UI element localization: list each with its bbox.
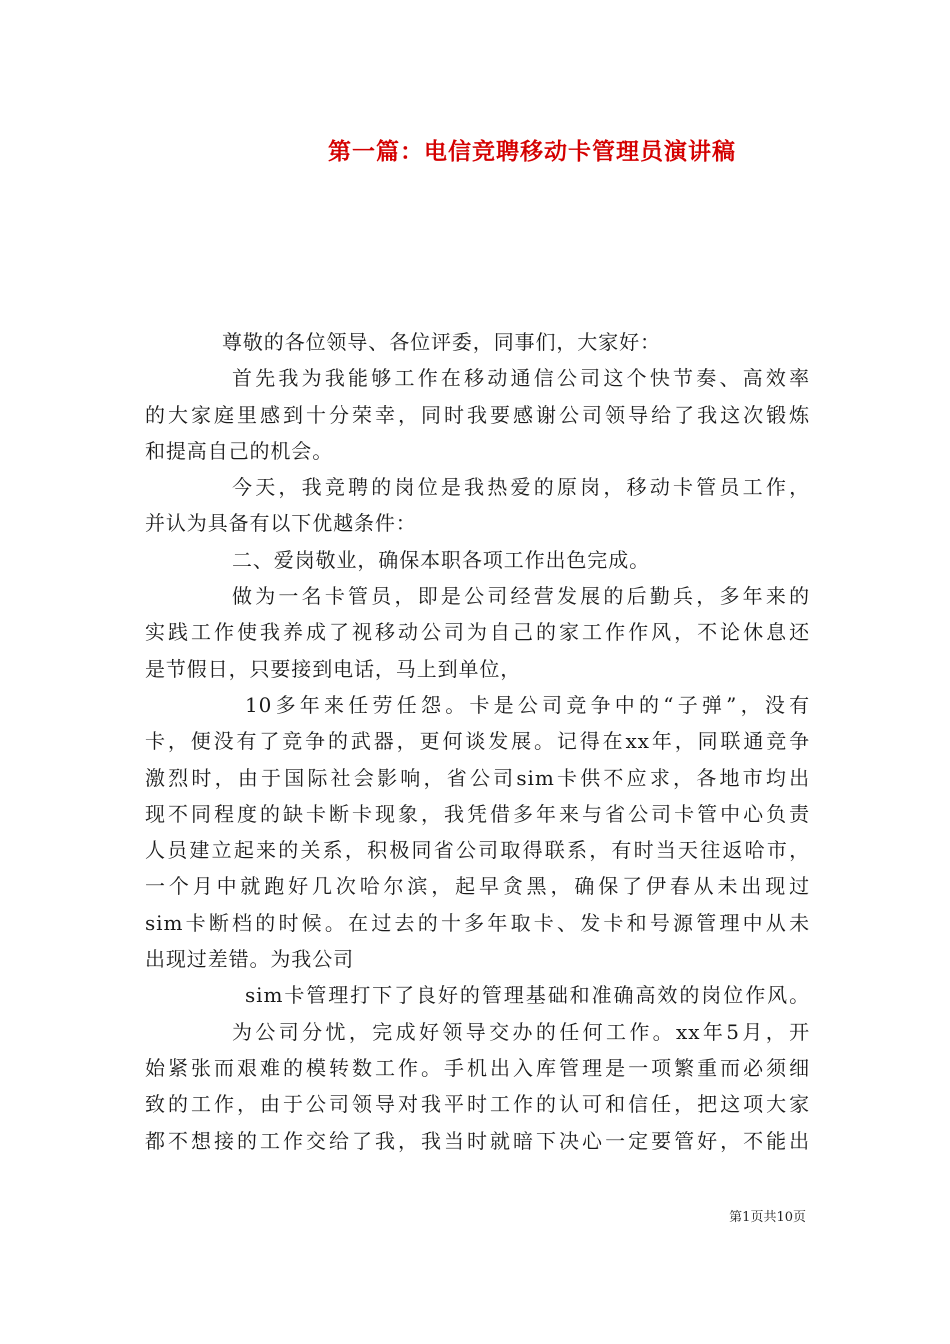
paragraph-line: 二、爱岗敬业，确保本职各项工作出色完成。 <box>232 547 650 572</box>
paragraph-line: sim卡断档的时候。在过去的十多年取卡、发卡和号源管理中从未 <box>145 910 810 935</box>
paragraph-line: 今天，我竞聘的岗位是我热爱的原岗，移动卡管员工作， <box>232 475 810 500</box>
greeting-line: 尊敬的各位领导、各位评委，同事们，大家好： <box>222 330 661 354</box>
paragraph-line: 首先我为我能够工作在移动通信公司这个快节奏、高效率 <box>232 366 810 391</box>
paragraph-line: 一个月中就跑好几次哈尔滨，起早贪黑，确保了伊春从未出现过 <box>145 874 810 899</box>
paragraph-line: 致的工作，由于公司领导对我平时工作的认可和信任，把这项大家 <box>145 1092 810 1117</box>
paragraph-line: 人员建立起来的关系，积极同省公司取得联系，有时当天往返哈市， <box>145 838 810 863</box>
paragraph-line: 的大家庭里感到十分荣幸，同时我要感谢公司领导给了我这次锻炼 <box>145 402 810 427</box>
page-number: 第1页共10页 <box>729 1210 806 1225</box>
paragraph-line: 都不想接的工作交给了我，我当时就暗下决心一定要管好，不能出 <box>145 1128 810 1153</box>
paragraph-line: 10多年来任劳任怨。卡是公司竞争中的“子弹”，没有 <box>245 692 810 717</box>
paragraph-line: 做为一名卡管员，即是公司经营发展的后勤兵，多年来的 <box>232 584 810 609</box>
paragraph-line: 卡，便没有了竞争的武器，更何谈发展。记得在xx年，同联通竞争 <box>145 729 810 754</box>
paragraph-line: 为公司分忧，完成好领导交办的任何工作。xx年5月，开 <box>232 1019 810 1044</box>
paragraph-line: 出现过差错。为我公司 <box>145 947 354 972</box>
paragraph-line: 激烈时，由于国际社会影响，省公司sim卡供不应求，各地市均出 <box>145 765 810 790</box>
paragraph-line: 现不同程度的缺卡断卡现象，我凭借多年来与省公司卡管中心负责 <box>145 801 810 826</box>
paragraph-line: 始紧张而艰难的模转数工作。手机出入库管理是一项繁重而必须细 <box>145 1055 810 1080</box>
paragraph-line: sim卡管理打下了良好的管理基础和准确高效的岗位作风。 <box>245 983 810 1008</box>
paragraph-line: 和提高自己的机会。 <box>145 438 334 463</box>
paragraph-line: 是节假日，只要接到电话，马上到单位， <box>145 656 522 681</box>
document-title: 第一篇：电信竞聘移动卡管理员演讲稿 <box>328 138 736 165</box>
paragraph-line: 并认为具备有以下优越条件： <box>145 511 417 536</box>
document-body <box>145 324 810 1159</box>
paragraph-line: 实践工作使我养成了视移动公司为自己的家工作作风，不论休息还 <box>145 620 810 645</box>
